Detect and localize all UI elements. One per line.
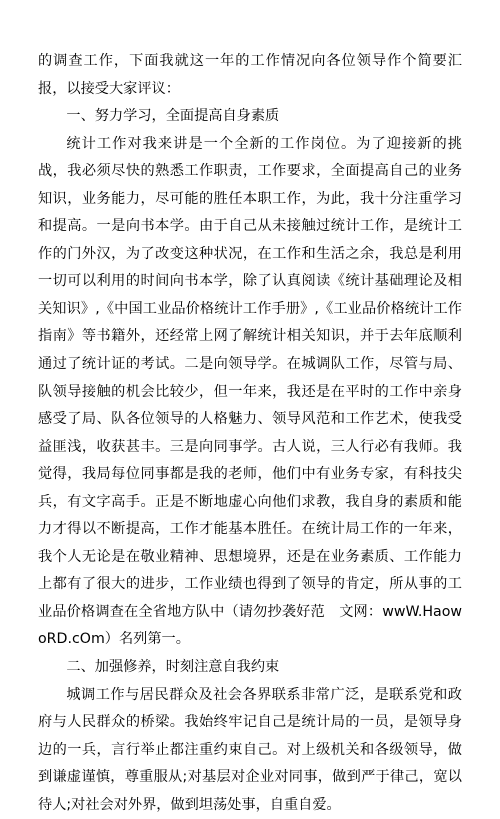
paragraph-discipline: 城调工作与居民群众及社会各界联系非常广泛，是联系党和政府与人民群众的桥梁。我始终牢记自己是统计局的一员，是领导身边的一兵，言行举止都注重约束自己。对上级机关和各级领导，做到谦虚谨慎，尊重服从;对基层对企业对同事，做到严于律己，宽以待人;对社会对外界，做到坦荡处事，自重自爱。: [38, 686, 462, 813]
document-body: [38, 48, 462, 819]
paragraph-study: 统计工作对我来讲是一个全新的工作岗位。为了迎接新的挑战，我必须尽快的熟悉工作职责，工作要求，全面提高自己的业务知识，业务能力，尽可能的胜任本职工作，为此，我十分注重学习和提高。一是向书本学。由于自己从未接触过统计工作，是统计工作的门外汉，为了改变这种状况，在工作和生活之余，我总是利用一切可以利用的时间向书本学，除了认真阅读《统计基础理论及相关知识》,《中国工业品价格统计工作手册》,《工业品价格统计工作指南》等书籍外，还经常上网了解统计相关知识，并于去年底顺利通过了统计证的考试。二是向领导学。在城调队工作，尽管与局、队领导接触的机会比较少，但一年来，我还是在平时的工作中亲身感受了局、队各位领导的人格魅力、领导风范和工作艺术，使我受益匪浅，收获甚丰。三是向同事学。古人说，三人行必有我师。我觉得，我局每位同事都是我的老师，他们中有业务专家，有科技尖兵，有文字高手。正是不断地虚心向他们求教，我自身的素质和能力才得以不断提高，工作才能基本胜任。在统计局工作的一年来，我个人无论是在敬业精神、思想境界，还是在业务素质、工作能力上都有了很大的进步，工作业绩也得到了领导的肯定，所从事的工业品价格调查在全省地方队中（请勿抄袭好范 文网：wwW.HaowoRD.cOm）名列第一。: [38, 135, 462, 648]
section-heading-2: 二、加强修养，时刻注意自我约束: [66, 659, 280, 676]
section-heading-1: 一、努力学习，全面提高自身素质: [66, 108, 280, 125]
paragraph-intro: 的调查工作，下面我就这一年的工作情况向各位领导作个简要汇报，以接受大家评议：: [38, 53, 462, 97]
